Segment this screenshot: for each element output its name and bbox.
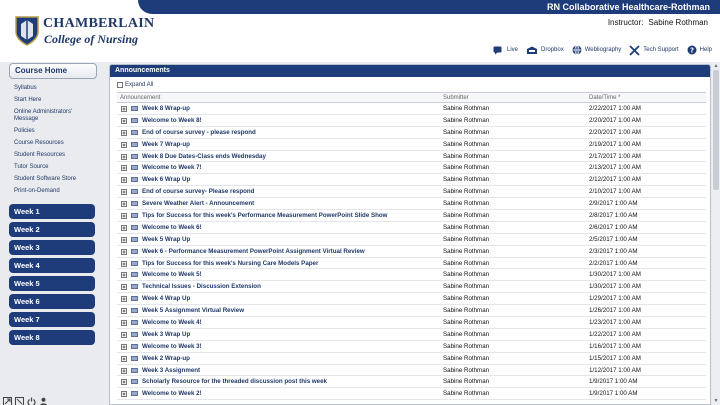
submitter-cell: Sabine Rothman [443, 295, 490, 303]
sidebar-link-print-on-demand[interactable]: Print-on-Demand [14, 188, 60, 194]
envelope-icon [131, 356, 138, 361]
expand-row-icon[interactable] [121, 118, 127, 124]
week-2-button[interactable]: Week 2 [9, 222, 95, 237]
date-cell: 1/26/2017 1:00 AM [589, 307, 641, 315]
sidebar-link-student-resources[interactable]: Student Resources [14, 152, 66, 158]
tools-icon [629, 45, 640, 56]
expand-row-icon[interactable] [121, 379, 127, 385]
course-title: RN Collaborative Healthcare-Rothman [546, 2, 710, 12]
submitter-cell: Sabine Rothman [443, 330, 490, 338]
globe-icon [572, 45, 582, 55]
announcement-subject-link[interactable]: Welcome to Week 7! [142, 164, 202, 172]
sidebar-link-start-here[interactable]: Start Here [14, 97, 42, 103]
date-cell: 2/6/2017 1:00 AM [589, 223, 638, 231]
submitter-cell: Sabine Rothman [443, 271, 490, 279]
date-cell: 2/17/2017 1:00 AM [589, 152, 641, 160]
announcement-subject-link[interactable]: Week 7 Wrap-up [142, 140, 190, 148]
announcements-panel [109, 64, 711, 405]
dropbox-icon [526, 46, 538, 55]
date-cell: 1/9/2017 1:00 AM [589, 378, 638, 386]
announcement-subject-link[interactable]: End of course survey- Please respond [142, 188, 255, 196]
submitter-cell: Sabine Rothman [443, 188, 490, 196]
table-row[interactable] [117, 174, 706, 186]
sidebar [9, 63, 97, 388]
table-row[interactable] [117, 258, 706, 270]
envelope-icon [131, 296, 138, 301]
help-icon [687, 45, 697, 55]
logo-subtitle: College of Nursing [44, 32, 139, 46]
envelope-icon [131, 225, 138, 230]
table-row[interactable] [117, 139, 706, 151]
envelope-icon [131, 106, 138, 111]
date-cell: 2/19/2017 1:00 AM [589, 140, 641, 148]
expand-row-icon[interactable] [121, 106, 127, 112]
scroll-down-arrow[interactable]: ▼ [713, 398, 719, 404]
announcement-subject-link[interactable]: Week 6 Wrap Up [142, 176, 191, 184]
expand-row-icon[interactable] [121, 261, 127, 267]
announcements-table [117, 92, 706, 400]
dropbox-link[interactable] [526, 46, 564, 55]
envelope-icon [131, 237, 138, 242]
date-cell: 2/12/2017 1:00 AM [589, 176, 641, 184]
expand-row-icon[interactable] [121, 189, 127, 195]
table-row[interactable] [117, 222, 706, 234]
expand-row-icon[interactable] [121, 177, 127, 183]
envelope-icon [131, 142, 138, 147]
expand-row-icon[interactable] [121, 142, 127, 148]
table-row[interactable] [117, 186, 706, 198]
table-row[interactable] [117, 198, 706, 210]
announcement-subject-link[interactable]: Tips for Success for this week's Nursing Care Models Paper [142, 259, 319, 267]
column-header-announcement[interactable]: Announcement [120, 95, 161, 101]
envelope-icon [131, 379, 138, 384]
submitter-cell: Sabine Rothman [443, 212, 490, 220]
announcement-subject-link[interactable]: Severe Weather Alert - Announcement [142, 200, 255, 208]
expand-row-icon[interactable] [121, 344, 127, 350]
column-header-submitter[interactable]: Submitter [443, 95, 469, 101]
expand-row-icon[interactable] [121, 368, 127, 374]
envelope-icon [131, 368, 138, 373]
expand-row-icon[interactable] [121, 225, 127, 231]
envelope-icon [131, 308, 138, 313]
table-row[interactable] [117, 103, 706, 115]
announcement-subject-link[interactable]: End of course survey - please respond [142, 128, 256, 136]
announcement-subject-link[interactable]: Week 4 Wrap Up [142, 295, 191, 303]
submitter-cell: Sabine Rothman [443, 378, 490, 386]
sidebar-link-policies[interactable]: Policies [14, 128, 35, 134]
announcement-subject-link[interactable]: Week 3 Wrap Up [142, 330, 191, 338]
date-cell: 1/12/2017 1:00 AM [589, 366, 641, 374]
week-7-button[interactable]: Week 7 [9, 312, 95, 327]
webliography-link[interactable] [572, 45, 622, 55]
submitter-cell: Sabine Rothman [443, 366, 490, 374]
announcement-subject-link[interactable]: Week 8 Due Dates-Class ends Wednesday [142, 152, 266, 160]
tech-support-link[interactable] [629, 45, 678, 56]
envelope-icon [131, 201, 138, 206]
tool-label: Live [507, 47, 519, 53]
table-row[interactable] [117, 210, 706, 222]
chamberlain-logo[interactable] [12, 14, 162, 48]
table-row[interactable] [117, 246, 706, 258]
submitter-cell: Sabine Rothman [443, 342, 490, 350]
sidebar-link-student-software-store[interactable]: Student Software Store [14, 176, 77, 182]
date-cell: 1/29/2017 1:00 AM [589, 295, 641, 303]
expand-row-icon[interactable] [121, 249, 127, 255]
envelope-icon [131, 344, 138, 349]
date-cell: 1/30/2017 1:00 AM [589, 271, 641, 279]
week-6-button[interactable]: Week 6 [9, 294, 95, 309]
expand-all-label: Expand All [125, 82, 154, 88]
submitter-cell: Sabine Rothman [443, 390, 490, 398]
date-cell: 2/5/2017 1:00 AM [589, 235, 638, 243]
live-link[interactable] [493, 46, 518, 55]
table-row[interactable] [117, 353, 706, 365]
announcement-subject-link[interactable]: Technical Issues - Discussion Extension [142, 283, 261, 291]
expand-row-icon[interactable] [121, 284, 127, 290]
power-icon[interactable] [27, 393, 36, 402]
expand-row-icon[interactable] [121, 296, 127, 302]
date-cell: 1/23/2017 1:00 AM [589, 319, 641, 327]
envelope-icon [131, 320, 138, 325]
live-icon [493, 46, 504, 55]
submitter-cell: Sabine Rothman [443, 200, 490, 208]
announcement-subject-link[interactable]: Welcome to Week 6! [142, 223, 202, 231]
tool-label: Webliography [584, 47, 622, 53]
logo-name: CHAMBERLAIN [43, 16, 155, 31]
table-row[interactable] [117, 293, 706, 305]
submitter-cell: Sabine Rothman [443, 247, 490, 255]
column-header-date[interactable]: Date/Time * [589, 95, 621, 101]
instructor-info [608, 18, 708, 27]
envelope-icon [131, 130, 138, 135]
announcement-subject-link[interactable]: Week 2 Wrap-up [142, 354, 190, 362]
week-5-button[interactable]: Week 5 [9, 276, 95, 291]
instructor-name: Sabine Rothman [648, 18, 708, 27]
header-bar [138, 0, 720, 14]
date-cell: 2/13/2017 1:00 AM [589, 164, 641, 172]
announcement-subject-link[interactable]: Week 3 Assignment [142, 366, 201, 374]
week-3-button[interactable]: Week 3 [9, 240, 95, 255]
expand-row-icon[interactable] [121, 213, 127, 219]
week-nav [9, 204, 95, 348]
tool-label: Help [699, 47, 712, 53]
course-home-button[interactable]: Course Home [9, 63, 97, 79]
panel-title: Announcements [110, 65, 710, 77]
week-8-button[interactable]: Week 8 [9, 330, 95, 345]
date-cell: 2/10/2017 1:00 AM [589, 188, 641, 196]
announcement-subject-link[interactable]: Welcome to Week 8! [142, 116, 202, 124]
envelope-icon [131, 154, 138, 159]
announcement-subject-link[interactable]: Week 5 Assignment Virtual Review [142, 307, 245, 315]
table-row[interactable] [117, 365, 706, 377]
envelope-icon [131, 249, 138, 254]
expand-row-icon[interactable] [121, 237, 127, 243]
envelope-icon [131, 261, 138, 266]
submitter-cell: Sabine Rothman [443, 283, 490, 291]
expand-row-icon[interactable] [121, 154, 127, 160]
announcement-subject-link[interactable]: Week 6 - Performance Measurement PowerPoint Assignment Virtual Review [142, 247, 365, 255]
submitter-cell: Sabine Rothman [443, 105, 490, 112]
submitter-cell: Sabine Rothman [443, 176, 490, 184]
page-scrollbar[interactable] [712, 62, 720, 405]
table-header [117, 92, 706, 103]
expand-row-icon[interactable] [121, 320, 127, 326]
table-row[interactable] [117, 341, 706, 353]
submitter-cell: Sabine Rothman [443, 223, 490, 231]
date-cell: 2/2/2017 1:00 AM [589, 259, 638, 267]
user-icon[interactable] [39, 393, 48, 402]
tool-label: Dropbox [541, 47, 564, 53]
envelope-icon [131, 177, 138, 182]
expand-all-button[interactable] [117, 82, 153, 88]
tools-bar [485, 44, 712, 56]
date-cell: 2/20/2017 1:00 AM [589, 116, 641, 124]
expand-row-icon[interactable] [121, 272, 127, 278]
announcement-subject-link[interactable]: Tips for Success for this week's Performance Measurement PowerPoint Slide Show [142, 212, 388, 220]
sidebar-link-tutor-source[interactable]: Tutor Source [14, 164, 49, 170]
table-body [117, 103, 706, 400]
envelope-icon [131, 391, 138, 396]
table-row[interactable] [117, 115, 706, 127]
expand-all-icon [117, 82, 123, 88]
announcement-subject-link[interactable]: Week 5 Wrap Up [142, 235, 191, 243]
submitter-cell: Sabine Rothman [443, 307, 490, 315]
date-cell: 2/3/2017 1:00 AM [589, 247, 638, 255]
date-cell: 2/9/2017 1:00 AM [589, 200, 638, 208]
instructor-label: Instructor: [607, 18, 644, 27]
submitter-cell: Sabine Rothman [443, 354, 490, 362]
table-row[interactable] [117, 388, 706, 400]
bottom-toolbar [3, 393, 51, 402]
table-row[interactable] [117, 317, 706, 329]
expand-row-icon[interactable] [121, 130, 127, 136]
sidebar-links [9, 85, 97, 195]
help-link[interactable] [687, 45, 712, 55]
table-row[interactable] [117, 376, 706, 388]
envelope-icon [131, 284, 138, 289]
date-cell: 1/30/2017 1:00 AM [589, 283, 641, 291]
date-cell: 2/22/2017 1:00 AM [589, 105, 641, 112]
expand-row-icon[interactable] [121, 308, 127, 314]
expand-row-icon[interactable] [121, 391, 127, 397]
submitter-cell: Sabine Rothman [443, 152, 490, 160]
date-cell: 2/8/2017 1:00 AM [589, 212, 638, 220]
table-row[interactable] [117, 269, 706, 281]
tool-label: Tech Support [643, 47, 679, 53]
accessibility-icon[interactable] [15, 393, 24, 402]
scroll-up-arrow[interactable]: ▲ [713, 63, 719, 69]
submitter-cell: Sabine Rothman [443, 235, 490, 243]
sidebar-link-syllabus[interactable]: Syllabus [14, 85, 37, 91]
week-1-button[interactable]: Week 1 [9, 204, 95, 219]
table-row[interactable] [117, 234, 706, 246]
table-row[interactable] [117, 329, 706, 341]
envelope-icon [131, 332, 138, 337]
expand-row-icon[interactable] [121, 201, 127, 207]
date-cell: 2/20/2017 1:00 AM [589, 128, 641, 136]
table-row[interactable] [117, 281, 706, 293]
submitter-cell: Sabine Rothman [443, 128, 490, 136]
expand-row-icon[interactable] [121, 356, 127, 362]
table-row[interactable] [117, 162, 706, 174]
envelope-icon [131, 189, 138, 194]
date-cell: 1/15/2017 1:00 AM [589, 354, 641, 362]
submitter-cell: Sabine Rothman [443, 164, 490, 172]
table-row[interactable] [117, 127, 706, 139]
expand-row-icon[interactable] [121, 165, 127, 171]
date-cell: 1/9/2017 1:00 AM [589, 390, 638, 398]
submitter-cell: Sabine Rothman [443, 319, 490, 327]
submitter-cell: Sabine Rothman [443, 259, 490, 267]
svg-text:?: ? [689, 46, 694, 55]
announcement-subject-link[interactable]: Welcome to Week 4! [142, 319, 202, 327]
envelope-icon [131, 118, 138, 123]
expand-icon[interactable] [3, 393, 12, 402]
shield-icon [15, 16, 39, 46]
submitter-cell: Sabine Rothman [443, 116, 490, 124]
announcement-subject-link[interactable]: Scholarly Resource for the threaded discussion post this week [142, 378, 327, 386]
envelope-icon [131, 272, 138, 277]
sidebar-link-online-administrators-message[interactable]: Online Administrators' Message [14, 109, 73, 122]
envelope-icon [131, 165, 138, 170]
page-header [0, 0, 720, 62]
expand-row-icon[interactable] [121, 332, 127, 338]
table-row[interactable] [117, 151, 706, 163]
table-row[interactable] [117, 305, 706, 317]
scrollbar-thumb[interactable] [713, 70, 719, 190]
announcement-subject-link[interactable]: Welcome to Week 5! [142, 271, 202, 279]
announcement-subject-link[interactable]: Week 8 Wrap-up [142, 105, 190, 112]
date-cell: 1/16/2017 1:00 AM [589, 342, 641, 350]
sidebar-link-course-resources[interactable]: Course Resources [14, 140, 64, 146]
envelope-icon [131, 213, 138, 218]
announcement-subject-link[interactable]: Welcome to Week 2! [142, 390, 202, 398]
submitter-cell: Sabine Rothman [443, 140, 490, 148]
week-4-button[interactable]: Week 4 [9, 258, 95, 273]
announcement-subject-link[interactable]: Welcome to Week 3! [142, 342, 202, 350]
date-cell: 1/22/2017 1:00 AM [589, 330, 641, 338]
